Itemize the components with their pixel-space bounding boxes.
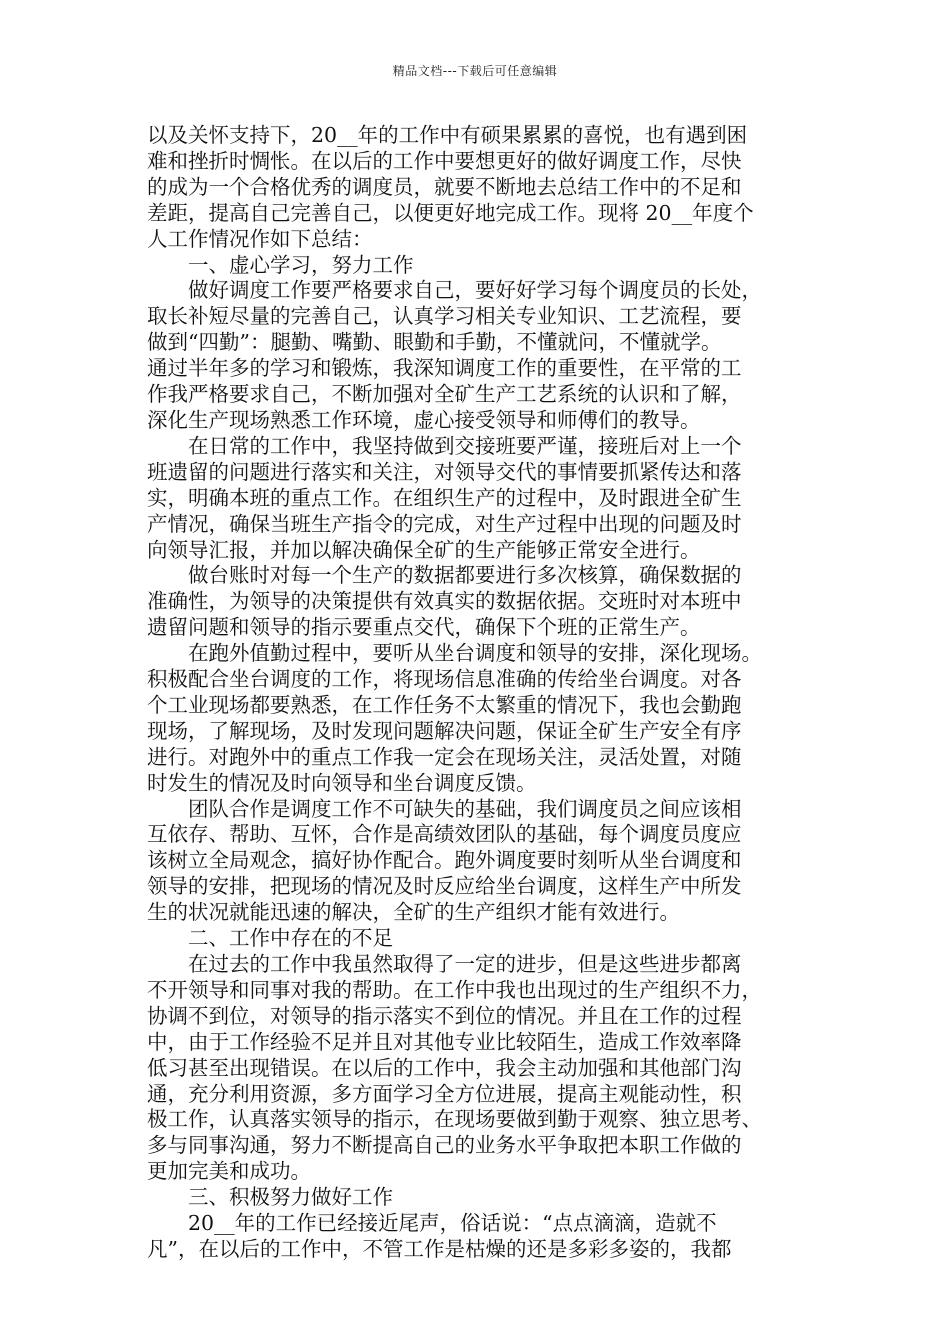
paragraph-line: 作我严格要求自己，不断加强对全矿生产工艺系统的认识和了解， [147,382,742,407]
paragraph-line: 该树立全局观念，搞好协作配合。跑外调度要时刻听从坐台调度和 [147,848,742,873]
paragraph-line: 凡”，在以后的工作中，不管工作是枯燥的还是多彩多姿的，我都 [147,1236,732,1261]
paragraph-line: 向领导汇报，并加以解决确保全矿的生产能够正常安全进行。 [147,537,701,562]
paragraph-line: 以及关怀支持下，20__年的工作中有硕果累累的喜悦，也有遇到困 [147,123,748,147]
paragraph-line: 产情况，确保当班生产指令的完成，对生产过程中出现的问题及时 [147,511,742,536]
section-heading-3: 三、积极努力做好工作 [188,1185,393,1210]
paragraph-line: 极工作，认真落实领导的指示，在现场要做到勤于观察、独立思考、 [147,1107,762,1132]
paragraph-line: 团队合作是调度工作不可缺失的基础，我们调度员之间应该相 [188,796,742,821]
section-heading-1: 一、虚心学习，努力工作 [188,252,414,277]
page-header: 精品文档---下载后可任意编辑 [392,64,558,78]
paragraph-line: 做好调度工作要严格要求自己，要好好学习每个调度员的长处， [188,278,762,303]
paragraph-line: 难和挫折时惆怅。在以后的工作中要想更好的做好调度工作，尽快 [147,148,742,173]
document-body [147,123,815,1263]
paragraph-line: 20__年的工作已经接近尾声，俗话说：“点点滴滴，造就不 [188,1211,717,1236]
paragraph-line: 不开领导和同事对我的帮助。在工作中我也出现过的生产组织不力， [147,977,762,1002]
paragraph-line: 通过半年多的学习和锻炼，我深知调度工作的重要性，在平常的工 [147,356,742,381]
paragraph-line: 低习甚至出现错误。在以后的工作中，我会主动加强和其他部门沟 [147,1055,742,1080]
paragraph-line: 取长补短尽量的完善自己，认真学习相关专业知识、工艺流程，要 [147,304,742,329]
section-heading-2: 二、工作中存在的不足 [188,926,393,951]
paragraph-line: 差距，提高自己完善自己，以便更好地完成工作。现将 20__年度个 [147,200,754,225]
paragraph-line: 个工业现场都要熟悉，在工作任务不太繁重的情况下，我也会勤跑 [147,692,742,717]
paragraph-line: 积极配合坐台调度的工作，将现场信息准确的传给坐台调度。对各 [147,667,742,692]
paragraph-line: 协调不到位，对领导的指示落实不到位的情况。并且在工作的过程 [147,1003,742,1028]
paragraph-line: 生的状况就能迅速的解决，全矿的生产组织才能有效进行。 [147,900,680,925]
paragraph-line: 做台账时对每一个生产的数据都要进行多次核算，确保数据的 [188,563,742,588]
paragraph-line: 通，充分利用资源，多方面学习全方位进展，提高主观能动性，积 [147,1081,742,1106]
paragraph-line: 遗留问题和领导的指示要重点交代，确保下个班的正常生产。 [147,615,701,640]
paragraph-line: 进行。对跑外中的重点工作我一定会在现场关注，灵活处置，对随 [147,744,742,769]
paragraph-line: 做到“四勤”：腿勤、嘴勤、眼勤和手勤，不懂就问，不懂就学。 [147,330,722,355]
paragraph-line: 互依存、帮助、互怀，合作是高绩效团队的基础，每个调度员度应 [147,822,742,847]
paragraph-line: 的成为一个合格优秀的调度员，就要不断地去总结工作中的不足和 [147,174,742,199]
paragraph-line: 人工作情况作如下总结： [147,226,373,251]
paragraph-line: 现场，了解现场，及时发现问题解决问题，保证全矿生产安全有序 [147,718,742,743]
paragraph-line: 领导的安排，把现场的情况及时反应给坐台调度，这样生产中所发 [147,874,742,899]
paragraph-line: 在过去的工作中我虽然取得了一定的进步，但是这些进步都离 [188,952,742,976]
paragraph-line: 班遗留的问题进行落实和关注，对领导交代的事情要抓紧传达和落 [147,459,742,484]
paragraph-line: 在跑外值勤过程中，要听从坐台调度和领导的安排，深化现场。 [188,641,762,666]
paragraph-line: 深化生产现场熟悉工作环境，虚心接受领导和师傅们的教导。 [147,407,701,432]
paragraph-line: 多与同事沟通，努力不断提高自己的业务水平争取把本职工作做的 [147,1133,742,1158]
paragraph-line: 实，明确本班的重点工作。在组织生产的过程中，及时跟进全矿生 [147,485,742,510]
paragraph-line: 准确性，为领导的决策提供有效真实的数据依据。交班时对本班中 [147,589,742,614]
paragraph-line: 时发生的情况及时向领导和坐台调度反馈。 [147,770,537,795]
paragraph-line: 中，由于工作经验不足并且对其他专业比较陌生，造成工作效率降 [147,1029,742,1054]
paragraph-line: 在日常的工作中，我坚持做到交接班要严谨，接班后对上一个 [188,433,742,458]
paragraph-line: 更加完美和成功。 [147,1159,311,1184]
